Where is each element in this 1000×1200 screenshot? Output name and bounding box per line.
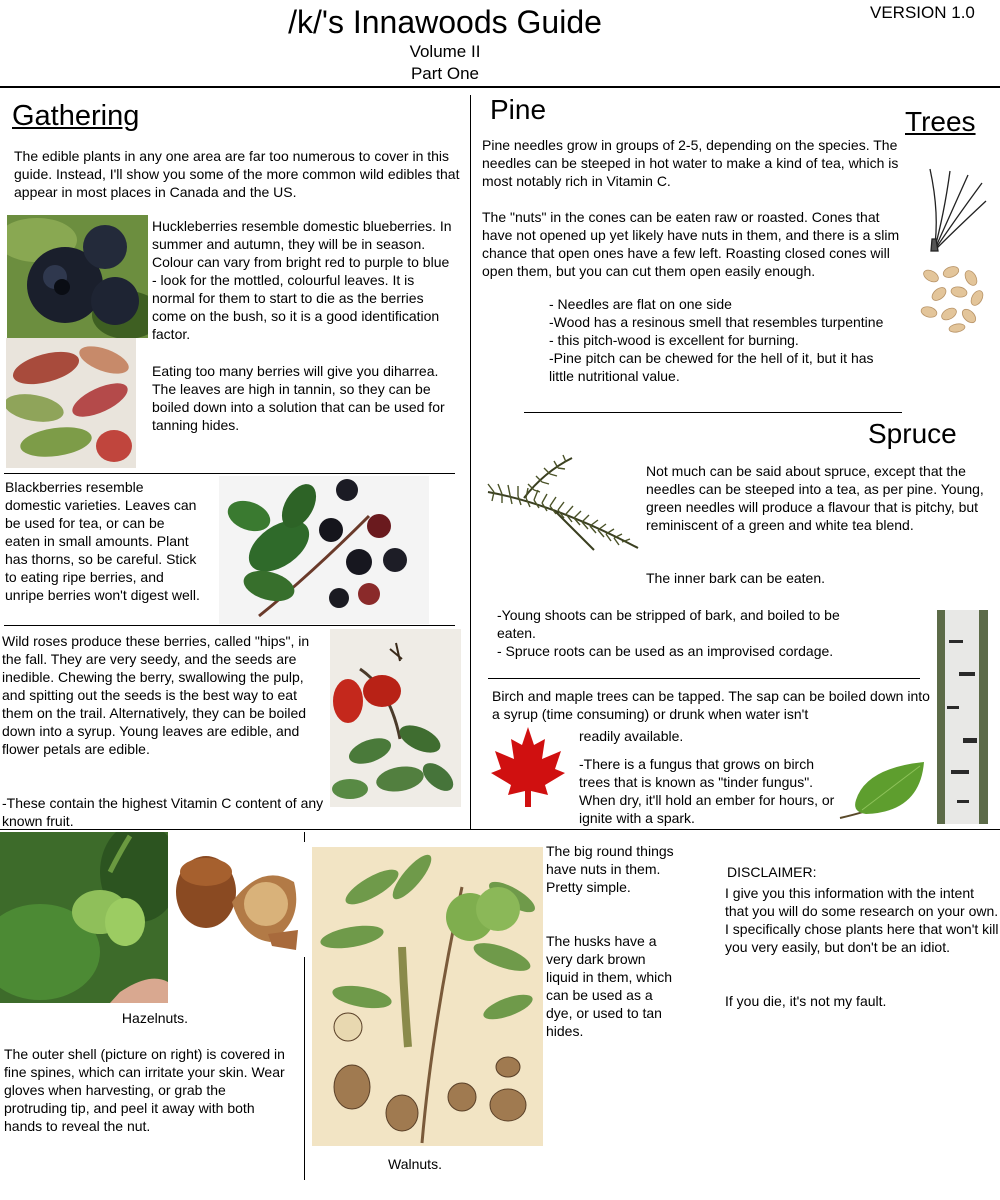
spruce-bullets: -Young shoots can be stripped of bark, and boiled to be eaten. - Spruce roots can be used as an improvised cordage.	[497, 607, 840, 659]
pine-divider	[524, 412, 902, 413]
walnut-text-2: The husks have a very dark brown liquid in them, which can be used as a dye, or used to tan hides.	[546, 933, 673, 1039]
rosehip-note: -These contain the highest Vitamin C content of any known fruit.	[2, 795, 324, 829]
tinder-fungus-text: -There is a fungus that grows on birch trees that is known as "tinder fungus". When dry, it'll hold an ember for hours, or ignite with a spark.	[579, 756, 835, 826]
column-divider	[470, 95, 471, 830]
huckleberry-photo	[7, 215, 148, 338]
pine-text-1: Pine needles grow in groups of 2-5, depending on the species. The needles can be steeped in hot water to make a kind of tea, which is most notably rich in Vitamin C.	[482, 137, 899, 189]
walnut-caption: Walnuts.	[388, 1156, 442, 1172]
pine-nuts-photo	[917, 262, 989, 334]
huckleberry-warning: Eating too many berries will give you diharrea. The leaves are high in tannin, so they can be boiled down into a solution that can be used for tanning hides.	[152, 363, 445, 433]
hazelnut-shell-photo	[172, 842, 306, 957]
walnut-illustration	[312, 847, 543, 1146]
gathering-heading: Gathering	[12, 100, 140, 132]
huckleberry-text: Huckleberries resemble domestic blueberries. In summer and autumn, they will be in season. Colour can vary from bright red to purple to blue - look for the mottled, colourful leaves. It is normal for them to start to die as the berries come on the bush, so it is a good identification factor.	[152, 218, 452, 342]
spruce-text-2: The inner bark can be eaten.	[646, 570, 826, 586]
disclaimer-heading: DISCLAIMER:	[727, 864, 817, 880]
pine-bullets: - Needles are flat on one side -Wood has a resinous smell that resembles turpentine - this pitch-wood is excellent for burning. -Pine pitch can be chewed for the hell of it, but it has little nutritional value.	[549, 296, 884, 384]
part-label: Part One	[410, 64, 480, 83]
blackberry-photo	[219, 476, 429, 624]
header-divider	[0, 86, 1000, 88]
page-title: /k/'s Innawoods Guide	[288, 4, 602, 40]
spruce-branch-photo	[484, 452, 642, 557]
pine-text-2: The "nuts" in the cones can be eaten raw or roasted. Cones that have not opened up yet likely have nuts in them, and there is a slim chance that open ones have a few left. Roasting closed cones will open them, but you can cut them open easily enough.	[482, 209, 900, 279]
spruce-divider	[488, 678, 920, 679]
rosehip-photo	[330, 629, 461, 807]
hazelnut-text: The outer shell (picture on right) is covered in fine spines, which can irritate your skin. Wear gloves when harvesting, or grab the protruding tip, and peel it away with both hands to reveal the nut.	[4, 1046, 285, 1134]
hazelnut-plant-photo	[0, 832, 168, 1003]
spruce-heading: Spruce	[868, 418, 957, 449]
maple-leaf-icon	[489, 725, 567, 809]
birch-maple-text: Birch and maple trees can be tapped. The sap can be boiled down into a syrup (time consuming) or drunk when water isn't	[492, 688, 930, 722]
rosehip-text: Wild roses produce these berries, called "hips", in the fall. They are very seedy, and the seeds are inedible. Chewing the berry, swallowing the pulp, and spitting out the seeds is the best way to eat them on the trail. Alternatively, they can be boiled down into a syrup. Young leaves are edible, and flower petals are edible.	[2, 633, 310, 757]
gathering-intro: The edible plants in any one area are far too numerous to cover in this guide. Instead, I'll show you some of the more common wild edibles that appear in most places in Canada and the US.	[14, 148, 460, 200]
pine-heading: Pine	[490, 94, 547, 125]
birch-maple-text-cont: readily available.	[579, 728, 684, 744]
disclaimer-closing: If you die, it's not my fault.	[725, 993, 887, 1009]
hazelnut-caption: Hazelnuts.	[121, 1010, 189, 1026]
blackberry-divider	[4, 625, 455, 626]
disclaimer-text: I give you this information with the intent that you will do some research on your own. I specifically chose plants here that won't kill you very easily, but don't be an idiot.	[725, 885, 999, 955]
blackberry-text: Blackberries resemble domestic varieties. Leaves can be used for tea, or can be eaten in small amounts. Plant has thorns, so be careful. Stick to eating ripe berries, and unripe berries won't digest well.	[5, 479, 200, 603]
birch-leaf-photo	[836, 760, 928, 822]
trees-heading: Trees	[905, 106, 976, 137]
walnut-text-1: The big round things have nuts in them. Pretty simple.	[546, 843, 674, 895]
pine-needles-drawing	[920, 165, 990, 255]
birch-trunk-photo	[937, 610, 988, 824]
spruce-text-1: Not much can be said about spruce, except that the needles can be steeped into a tea, as per pine. Young, green needles will produce a flavour that is pitchy, but reminiscent of a green and white tea blend.	[646, 463, 984, 533]
huckleberry-leaves-photo	[6, 338, 136, 468]
huckleberry-divider	[4, 473, 455, 474]
volume-label: Volume II	[409, 42, 481, 61]
version-label: VERSION 1.0	[870, 3, 975, 22]
